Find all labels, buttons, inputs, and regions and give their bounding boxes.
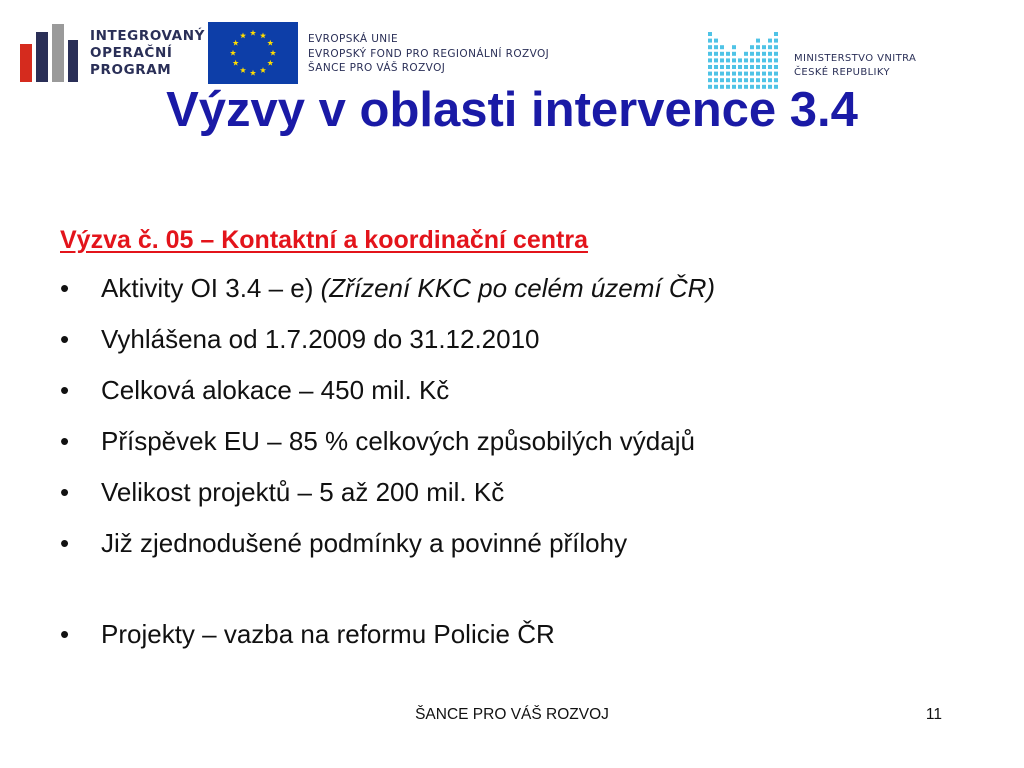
mv-dot [738,65,742,69]
mv-dot [720,58,724,62]
mv-dot [774,39,778,43]
bullet-dot-icon: • [60,619,70,649]
bullet-dot-icon: • [60,477,70,507]
mv-dot [774,72,778,76]
mv-dot [768,65,772,69]
mv-dot [708,65,712,69]
mv-dot [768,39,772,43]
bullet-item-4 [60,421,715,472]
eu-flag-icon [208,22,298,84]
mv-dot [756,72,760,76]
bullet-text-2: Vyhlášena od 1.7.2009 do 31.12.2010 [101,324,540,354]
mv-dot [756,65,760,69]
mv-dot [756,39,760,43]
bullet-item-5 [60,472,715,523]
mv-dot [726,58,730,62]
eu-logo [208,22,598,84]
mv-dot [768,45,772,49]
mv-dot [720,65,724,69]
mv-dot [738,58,742,62]
mv-line-1: MINISTERSTVO VNITRA [794,53,917,64]
mv-dot [726,65,730,69]
bullet-text-5: Velikost projektů – 5 až 200 mil. Kč [101,477,505,507]
bullet-text-7: Projekty – vazba na reformu Policie ČR [101,619,555,649]
eu-line-1: EVROPSKÁ UNIE [308,33,399,45]
mv-dot [708,58,712,62]
mv-dot [750,65,754,69]
mv-dot [768,58,772,62]
mv-dot [756,52,760,56]
slide-title: Výzvy v oblasti intervence 3.4 [166,83,858,137]
mv-dot [714,58,718,62]
bullet-text-3: Celková alokace – 450 mil. Kč [101,375,450,405]
bullet-dot-icon: • [60,528,70,558]
bullet-text-6: Již zjednodušené podmínky a povinné přílohy [101,528,628,558]
mv-dot [750,52,754,56]
bullet-dot-icon: • [60,426,70,456]
mv-dot [744,65,748,69]
mv-dot [756,45,760,49]
iop-bars-icon [18,22,80,84]
mv-dot [762,72,766,76]
footer-text: ŠANCE PRO VÁŠ ROZVOJ [415,706,609,723]
mv-dot [756,58,760,62]
mv-dot [708,52,712,56]
mv-dot [732,52,736,56]
mv-dot [774,52,778,56]
mv-dot [762,65,766,69]
mv-dot [714,65,718,69]
mv-dot [768,52,772,56]
bullet-item-7 [60,614,715,665]
mv-dot [726,52,730,56]
mv-dot [762,45,766,49]
mv-dot [714,39,718,43]
mv-dot [714,45,718,49]
mv-dot [744,72,748,76]
bullet-italic-1: (Zřízení KKC po celém území ČR) [320,273,716,303]
bullet-item-3 [60,370,715,421]
iop-logo-text [90,28,205,79]
mv-dot [714,72,718,76]
mv-dot [720,45,724,49]
bullet-dot-icon: • [60,273,70,303]
iop-line-3: PROGRAM [90,62,172,78]
mv-dot [762,52,766,56]
mv-dot [708,72,712,76]
eu-line-2: EVROPSKÝ FOND PRO REGIONÁLNÍ ROZVOJ [308,47,550,60]
mv-dot [708,45,712,49]
mv-dot [774,32,778,36]
mv-dot [774,58,778,62]
iop-line-1: INTEGROVANÝ [90,28,205,44]
bullet-item-6 [60,523,715,574]
mv-dot [750,72,754,76]
page-number: 11 [925,706,942,723]
mv-dot [720,52,724,56]
iop-line-2: OPERAČNÍ [90,45,173,61]
mv-dot [708,32,712,36]
bullet-item-2 [60,319,715,370]
bullet-text-1: Aktivity OI 3.4 – e) [101,273,321,303]
mv-dot [726,72,730,76]
mv-dot [738,72,742,76]
iop-logo [18,22,205,84]
mv-dot [750,45,754,49]
mv-dot [750,58,754,62]
mv-dot [708,39,712,43]
mv-dot [720,72,724,76]
mv-dot [762,58,766,62]
mv-dot [732,72,736,76]
bullet-dot-icon: • [60,324,70,354]
bullet-item-1 [60,268,715,319]
mv-dot [732,58,736,62]
mv-line-2: ČESKÉ REPUBLIKY [794,67,891,78]
mv-dot [744,58,748,62]
mv-dot [744,52,748,56]
mv-dot [768,72,772,76]
slide-subheading: Výzva č. 05 – Kontaktní a koordinační centra [60,226,588,254]
eu-line-3: ŠANCE PRO VÁŠ ROZVOJ [308,62,446,74]
bullet-dot-icon: • [60,375,70,405]
bullet-text-4: Příspěvek EU – 85 % celkových způsobilých výdajů [101,426,695,456]
mv-dot [774,45,778,49]
mv-logo-text [794,52,916,80]
mv-dot [774,65,778,69]
mv-dot [732,45,736,49]
bullet-list [60,268,715,665]
mv-dot [732,65,736,69]
eu-logo-text [308,32,549,76]
mv-dot [714,52,718,56]
